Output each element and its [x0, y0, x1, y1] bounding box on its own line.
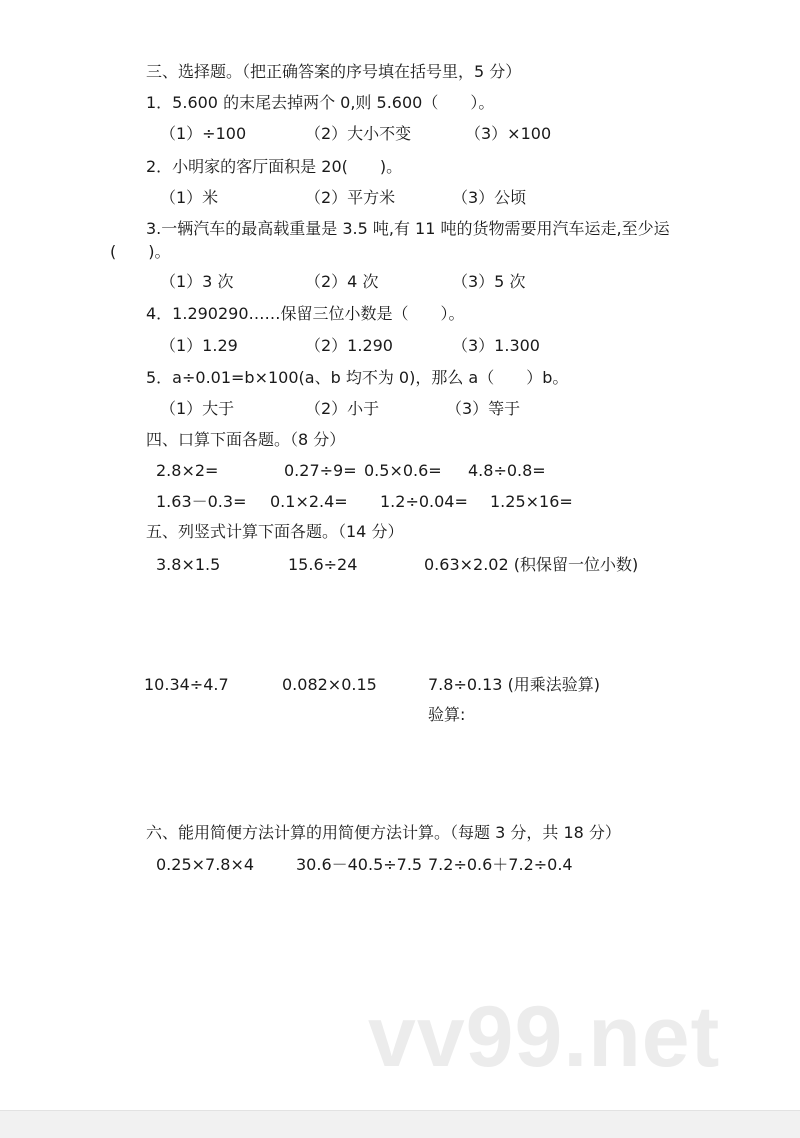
section6-heading: 六、能用简便方法计算的用简便方法计算。（每题 3 分，共 18 分） — [146, 823, 621, 842]
simplify-calc-item: 7.2÷0.6＋7.2÷0.4 — [428, 855, 573, 874]
q1-option-3: （3）×100 — [465, 124, 552, 143]
simplify-calc-item: 30.6－40.5÷7.5 — [296, 855, 423, 874]
q4-option-1: （1）1.29 — [160, 336, 238, 355]
q3-option-2: （2）4 次 — [305, 272, 379, 291]
q1-option-2: （2）大小不变 — [305, 124, 412, 143]
section4-heading: 四、口算下面各题。（8 分） — [146, 430, 346, 449]
vertical-calc-item: 0.63×2.02 (积保留一位小数) — [424, 555, 639, 574]
section3-heading: 三、选择题。（把正确答案的序号填在括号里，5 分） — [146, 62, 522, 81]
q5-option-2: （2）小于 — [305, 399, 380, 418]
q2-option-2: （2）平方米 — [305, 188, 396, 207]
q3-option-3: （3）5 次 — [452, 272, 526, 291]
question-3: 3.一辆汽车的最高载重量是 3.5 吨,有 11 吨的货物需要用汽车运走,至少运 — [146, 219, 670, 238]
mental-math-item: 1.25×16= — [490, 492, 573, 511]
section5-heading: 五、列竖式计算下面各题。（14 分） — [146, 522, 404, 541]
q2-option-3: （3）公顷 — [452, 188, 527, 207]
vertical-calc-item: 3.8×1.5 — [156, 555, 221, 574]
q3-option-1: （1）3 次 — [160, 272, 234, 291]
question-3-continued: ( )。 — [110, 242, 171, 261]
q2-option-1: （1）米 — [160, 188, 219, 207]
question-2: 2．小明家的客厅面积是 20( )。 — [146, 157, 403, 176]
page-bottom-band — [0, 1110, 800, 1138]
vertical-calc-item: 0.082×0.15 — [282, 675, 377, 694]
q5-option-1: （1）大于 — [160, 399, 235, 418]
watermark: vv99.net — [368, 989, 721, 1085]
q4-option-2: （2）1.290 — [305, 336, 393, 355]
mental-math-item: 4.8÷0.8= — [468, 461, 546, 480]
question-1: 1．5.600 的末尾去掉两个 0,则 5.600（ ）。 — [146, 93, 495, 112]
vertical-calc-item: 7.8÷0.13 (用乘法验算) — [428, 675, 601, 694]
question-5: 5．a÷0.01=b×100(a、b 均不为 0)，那么 a（ ）b。 — [146, 368, 569, 387]
mental-math-item: 0.1×2.4= — [270, 492, 348, 511]
mental-math-item: 1.2÷0.04= — [380, 492, 468, 511]
mental-math-item: 2.8×2= — [156, 461, 219, 480]
check-label: 验算: — [428, 705, 466, 724]
vertical-calc-item: 10.34÷4.7 — [144, 675, 229, 694]
mental-math-item: 1.63－0.3= — [156, 492, 247, 511]
q5-option-3: （3）等于 — [446, 399, 521, 418]
vertical-calc-item: 15.6÷24 — [288, 555, 358, 574]
question-4: 4．1.290290……保留三位小数是（ ）。 — [146, 304, 465, 323]
q4-option-3: （3）1.300 — [452, 336, 540, 355]
simplify-calc-item: 0.25×7.8×4 — [156, 855, 255, 874]
mental-math-item: 0.27÷9= — [284, 461, 357, 480]
mental-math-item: 0.5×0.6= — [364, 461, 442, 480]
q1-option-1: （1）÷100 — [160, 124, 247, 143]
